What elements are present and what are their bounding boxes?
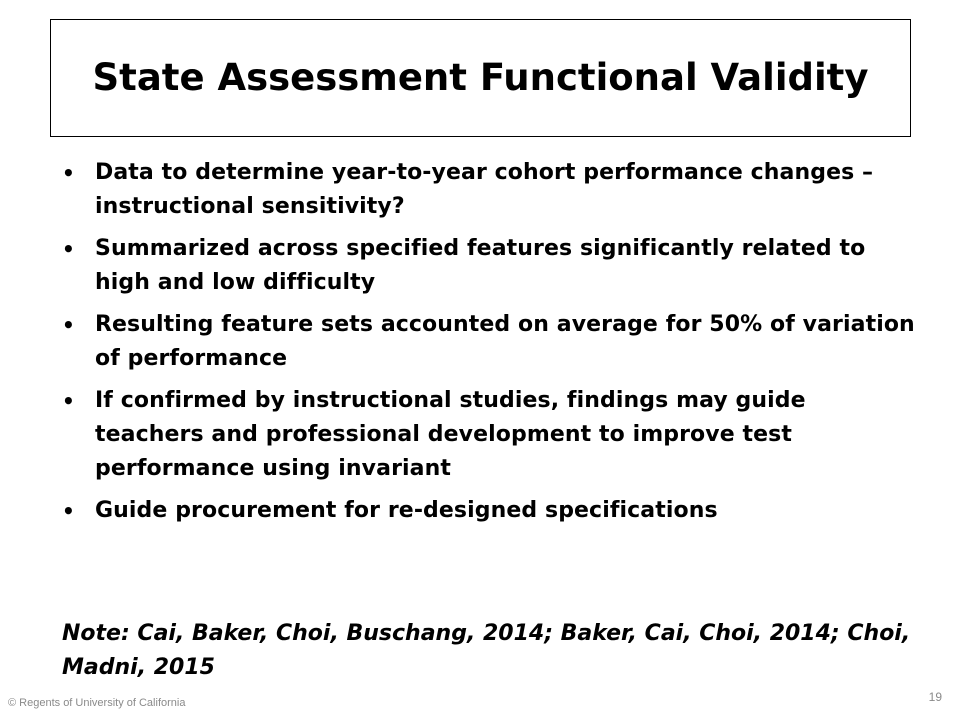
bullet-item xyxy=(62,232,922,300)
page-number: 19 xyxy=(928,690,942,704)
bullet-item xyxy=(62,156,922,224)
copyright-footer: © Regents of University of California xyxy=(8,697,186,709)
bullet-text: Resulting feature sets accounted on average for 50% of variation of performance xyxy=(95,312,915,371)
citation-note: Note: Cai, Baker, Choi, Buschang, 2014; Baker, Cai, Choi, 2014; Choi, Madni, 2015 xyxy=(62,621,911,680)
bullet-icon: • xyxy=(62,237,75,261)
bullet-icon: • xyxy=(62,499,75,523)
bullet-item xyxy=(62,308,922,376)
title-box xyxy=(50,19,911,137)
bullet-text: Data to determine year-to-year cohort performance changes – instructional sensitivity? xyxy=(95,160,874,219)
bullet-text: Guide procurement for re-designed specifications xyxy=(95,498,718,523)
bullet-icon: • xyxy=(62,161,75,185)
bullet-icon: • xyxy=(62,389,75,413)
bullet-text: Summarized across specified features significantly related to high and low difficulty xyxy=(95,236,866,295)
bullet-item xyxy=(62,384,922,486)
bullet-item xyxy=(62,494,922,528)
bullet-icon: • xyxy=(62,313,75,337)
slide-title: State Assessment Functional Validity xyxy=(92,56,869,99)
bullet-text: If confirmed by instructional studies, findings may guide teachers and professional development to improve test performance using invariant xyxy=(95,388,806,481)
bullet-list xyxy=(62,156,922,536)
